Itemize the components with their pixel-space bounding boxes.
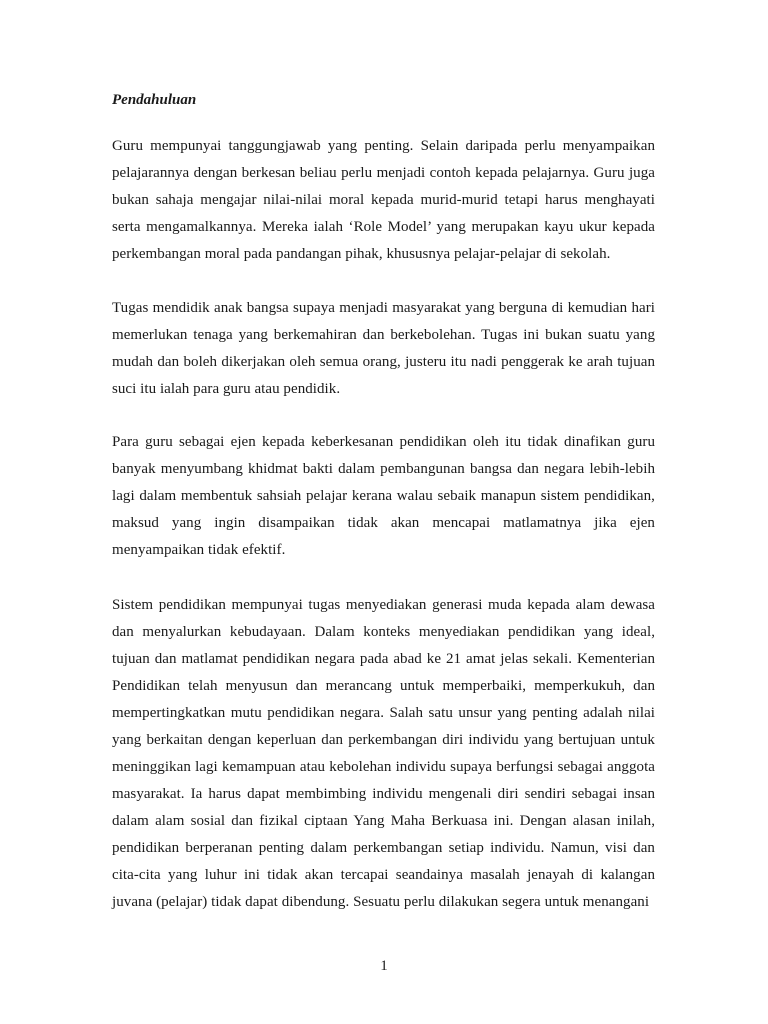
paragraph: Guru mempunyai tanggungjawab yang penting. Selain daripada perlu menyampaikan pelajarannya dengan berkesan beliau perlu menjadi contoh kepada pelajarnya. Guru juga bukan sahaja mengajar nilai-nilai moral kepada murid-murid tetapi harus menghayati serta mengamalkannya. Mereka ialah ‘Role Model’ yang merupakan kayu ukur kepada perkembangan moral pada pandangan pihak, khususnya pelajar-pelajar di sekolah. — [112, 138, 655, 262]
section-heading: Pendahuluan — [112, 92, 197, 108]
page-number: 1 — [380, 958, 388, 974]
body-text — [112, 133, 655, 943]
paragraph: Sistem pendidikan mempunyai tugas menyediakan generasi muda kepada alam dewasa dan menyalurkan kebudayaan. Dalam konteks menyediakan pendidikan yang ideal, tujuan dan matlamat pendidikan negara pada abad ke 21 amat jelas sekali. Kementerian Pendidikan telah menyusun dan merancang untuk memperbaiki, memperkukuh, dan mempertingkatkan mutu pendidikan negara. Salah satu unsur yang penting adalah nilai yang berkaitan dengan keperluan dan perkembangan diri individu yang bertujuan untuk meninggikan lagi kemampuan atau kebolehan individu supaya berfungsi sebagai anggota masyarakat. Ia harus dapat membimbing individu mengenali diri sendiri sebagai insan dalam alam sosial dan fizikal ciptaan Yang Maha Berkuasa ini. Dengan alasan inilah, pendidikan berperanan penting dalam perkembangan setiap individu. Namun, visi dan cita-cita yang luhur ini tidak akan tercapai seandainya masalah jenayah di kalangan juvana (pelajar) tidak dapat dibendung. Sesuatu perlu dilakukan segera untuk menangani — [112, 597, 655, 910]
paragraph: Tugas mendidik anak bangsa supaya menjadi masyarakat yang berguna di kemudian hari memerlukan tenaga yang berkemahiran dan berkebolehan. Tugas ini bukan suatu yang mudah dan boleh dikerjakan oleh semua orang, justeru itu nadi penggerak ke arah tujuan suci itu ialah para guru atau pendidik. — [112, 300, 655, 397]
paragraph: Para guru sebagai ejen kepada keberkesanan pendidikan oleh itu tidak dinafikan guru banyak menyumbang khidmat bakti dalam pembangunan bangsa dan negara lebih-lebih lagi dalam membentuk sahsiah pelajar kerana walau sebaik manapun sistem pendidikan, maksud yang ingin disampaikan tidak akan mencapai matlamatnya jika ejen menyampaikan tidak efektif. — [112, 434, 655, 558]
